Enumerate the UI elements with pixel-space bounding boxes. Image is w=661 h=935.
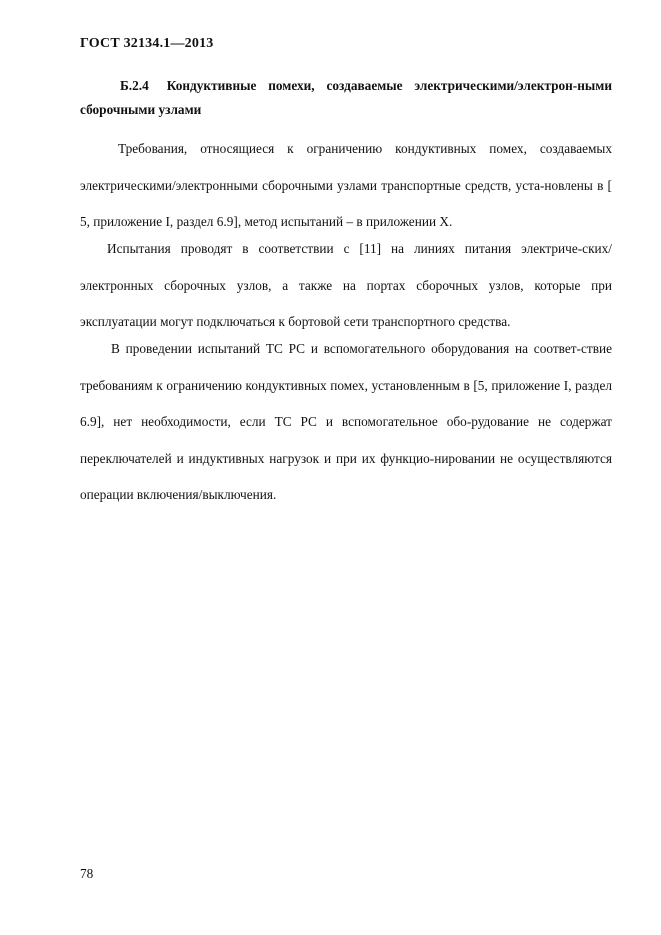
page-number: 78	[80, 866, 94, 881]
section-heading	[80, 74, 612, 122]
section-title: Кондуктивные помехи, создаваемые электрическими/электрон-ными сборочными узлами	[80, 78, 612, 117]
paragraph: Испытания проводят в соответствии с [11] на линиях питания электриче-ских/электронных сборочных узлов, а также на портах сборочных узлов, которые при эксплуатации могут подключаться к бортовой сети транспортного средства.	[80, 241, 612, 329]
section-number: Б.2.4	[120, 78, 149, 93]
paragraph: Требования, относящиеся к ограничению кондуктивных помех, создаваемых электрическими/электронными сборочными узлами транспортные средств, уста-новлены в [ 5, приложение I, раздел 6.9], метод испытаний – в приложении Х.	[80, 141, 612, 229]
standard-header: ГОСТ 32134.1—2013	[80, 36, 214, 51]
paragraph: В проведении испытаний ТС РС и вспомогательного оборудования на соответ-ствие требованиям к ограничению кондуктивных помех, установленным в [5, приложение I, раздел 6.9], нет необходимости, если ТС РС и вспомогательное обо-рудование не содержат переключателей и индуктивных нагрузок и при их функцио-нировании не осуществляются операции включения/выключения.	[80, 341, 612, 502]
